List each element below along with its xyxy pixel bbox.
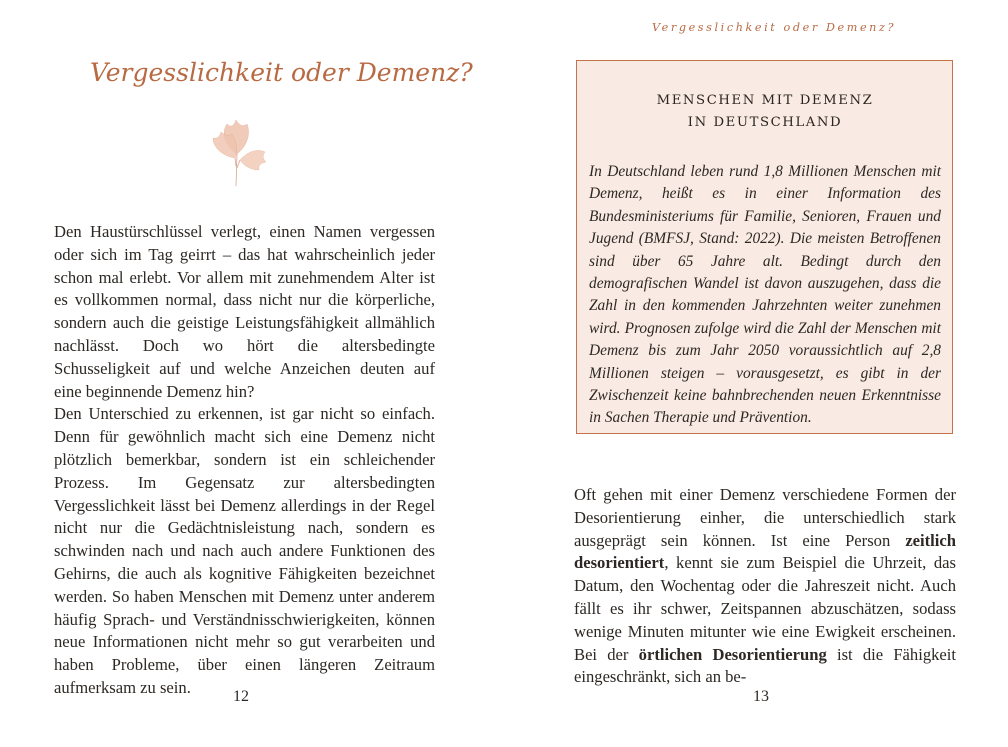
info-box-title-line: IN DEUTSCHLAND <box>687 115 843 130</box>
info-box-title <box>589 90 941 134</box>
term-zeitlich-desorientiert: zeitlich desorientiert <box>574 530 956 573</box>
text-run: ist die Fähigkeit eingeschränkt, sich an be- <box>574 644 957 687</box>
page-number: 13 <box>753 688 769 705</box>
text-run: Oft gehen mit einer Demenz verschiedene Formen der Desorientierung einher, die unterschiedlich stark ausgeprägt sein können. Ist eine Person <box>574 485 956 550</box>
right-page <box>504 0 1008 747</box>
body-text <box>54 221 435 700</box>
paragraph <box>574 484 956 689</box>
chapter-title: Vergesslichkeit oder Demenz? <box>90 58 473 87</box>
page-number: 12 <box>233 688 249 705</box>
info-box-title-line: MENSCHEN MIT DEMENZ <box>656 93 874 108</box>
paragraph: Den Haustürschlüssel verlegt, einen Namen vergessen oder sich im Tag geirrt – das hat wahrscheinlich jeder schon mal erlebt. Vor allem mit zunehmendem Alter ist es vollkommen normal, dass nicht nur die körperliche, sondern auch die geistige Leistungsfähigkeit allmählich nachlässt. Doch wo hört die altersbedingte Schusseligkeit auf und welche Anzeichen deuten auf eine beginnende Demenz hin? <box>54 222 435 401</box>
info-box-text: In Deutschland leben rund 1,8 Millionen Menschen mit Demenz, heißt es in einer Information des Bundesministeriums für Familie, Senioren, Frauen und Jugend (BMFSJ, Stand: 2022). Die meisten Betroffenen sind über 65 Jahre alt. Bedingt durch den demografischen Wandel ist davon auszugehen, dass die Zahl in den kommenden Jahrzehnten weiter zunehmen wird. Prognosen zufolge wird die Zahl der Menschen mit Demenz bis zum Jahr 2050 voraussichtlich auf 2,8 Millionen steigen – vorausgesetzt, es gibt in der Zwischenzeit keine bahnbrechenden neuen Erkenntnisse in Sachen Therapie und Prävention. <box>589 163 941 427</box>
ginkgo-leaf-icon <box>207 106 269 190</box>
running-head: Vergesslichkeit oder Demenz? <box>652 21 897 34</box>
term-oertliche-desorientierung: örtlichen Desorientierung <box>638 644 827 664</box>
info-box <box>576 60 953 434</box>
paragraph: Den Unterschied zu erkennen, ist gar nicht so einfach. Denn für gewöhnlich macht sich eine Demenz nicht plötzlich bemerkbar, sondern ist ein schleichender Prozess. Im Gegensatz zur altersbedingten Vergesslichkeit lässt bei Demenz allerdings in der Regel nicht nur die Gedächtnisleistung nach, sondern es schwinden nach und nach auch andere Funktionen des Gehirns, die auch als kognitive Fähigkeiten bezeichnet werden. So haben Menschen mit Demenz unter anderem häufig Sprach- und Verständnisschwierigkeiten, können neue Informationen nicht mehr so gut verarbeiten und haben Probleme, über einen längeren Zeitraum aufmerksam zu sein. <box>54 404 435 697</box>
text-run: , kennt sie zum Beispiel die Uhrzeit, das Datum, den Wochentag oder die Jahreszeit nicht. Auch fällt es ihr schwer, Zeitspannen abzuschätzen, sodass wenige Minuten mitunter wie eine Ewigkeit erscheinen. Bei der <box>574 553 956 664</box>
body-text <box>574 484 956 689</box>
